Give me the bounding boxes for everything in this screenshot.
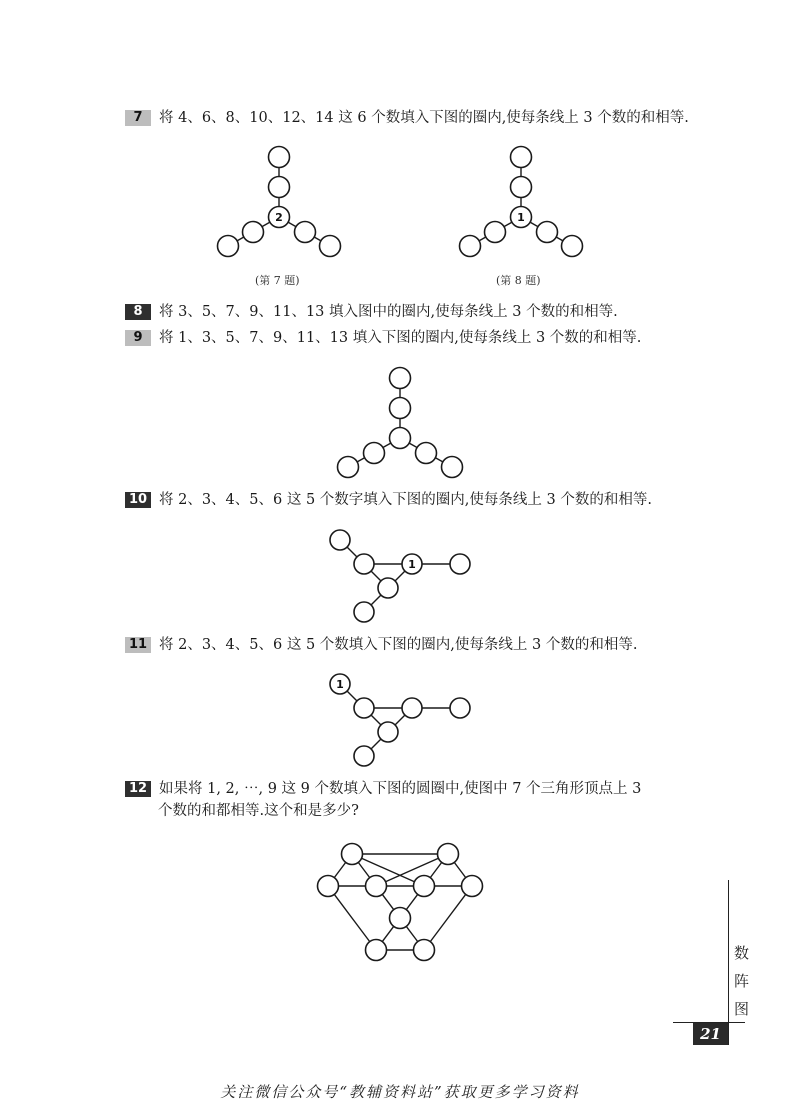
circle-node	[390, 908, 411, 929]
connector-line	[424, 886, 472, 950]
question-text-continued: 个数的和都相等.这个和是多少?	[158, 803, 359, 819]
node-label: 1	[408, 558, 416, 571]
center-label: 2	[275, 211, 283, 224]
side-char: 数	[734, 944, 750, 962]
footer-note: 关注微信公众号“教辅资料站”获取更多学习资料	[220, 1083, 580, 1101]
question-text: 将 1、3、5、7、9、11、13 填入下图的圈内,使每条线上 3 个数的和相等.	[159, 330, 642, 346]
connector-line	[328, 886, 376, 950]
circle-node	[414, 876, 435, 897]
figure-7-caption: (第 7 题)	[255, 274, 300, 287]
node-label: 1	[336, 678, 344, 691]
question-number: 7	[125, 110, 151, 126]
side-char: 图	[734, 1000, 750, 1018]
question-number: 10	[125, 492, 151, 508]
question-number: 11	[125, 637, 151, 653]
circle-node	[462, 876, 483, 897]
figure-8-caption: (第 8 题)	[496, 274, 541, 287]
question-text: 如果将 1, 2, ⋯, 9 这 9 个数填入下图的圆圈中,使图中 7 个三角形顶点上 3	[159, 781, 642, 797]
question-number: 8	[125, 304, 151, 320]
question-text: 将 2、3、4、5、6 这 5 个数字填入下图的圈内,使每条线上 3 个数的和相等.	[159, 492, 652, 508]
circle-node	[318, 876, 339, 897]
center-label: 1	[517, 211, 525, 224]
circle-node	[414, 940, 435, 961]
circle-node	[342, 844, 363, 865]
question-number: 9	[125, 330, 151, 346]
question-text: 将 3、5、7、9、11、13 填入图中的圈内,使每条线上 3 个数的和相等.	[159, 304, 618, 320]
circle-node	[438, 844, 459, 865]
side-char: 阵	[734, 972, 750, 990]
question-number: 12	[125, 781, 151, 797]
circle-node	[366, 940, 387, 961]
question-text: 将 2、3、4、5、6 这 5 个数填入下图的圈内,使每条线上 3 个数的和相等.	[159, 637, 638, 653]
question-text: 将 4、6、8、10、12、14 这 6 个数填入下图的圈内,使每条线上 3 个数的和相等.	[159, 110, 689, 126]
circle-node	[366, 876, 387, 897]
side-rule	[728, 880, 729, 1045]
page-number: 21	[693, 1023, 728, 1045]
